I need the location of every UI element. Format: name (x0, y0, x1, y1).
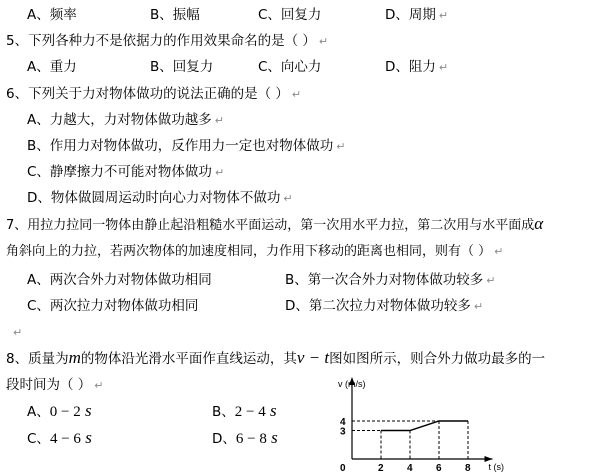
q7-stem-line2: 角斜向上的力拉，若两次物体的加速度相同，力作用下移动的距离也相同，则有（ ） ↵ (6, 244, 504, 259)
q7-option-c: C、两次拉力对物体做功相同 (27, 298, 199, 314)
q8-stem-line1: 8、质量为m的物体沿光滑水平面作直线运动，其v − t图如图所示，则合外力做功最多的一 (6, 348, 546, 367)
q5-option-d: D、阻力 ↵ (385, 59, 449, 75)
q7-option-d: D、第二次拉力对物体做功较多 ↵ (285, 298, 484, 314)
x-tick-label-2: 2 (378, 463, 384, 474)
q7-option-b: B、第一次合外力对物体做功较多 ↵ (285, 272, 496, 288)
q5-option-c: C、向心力 (258, 59, 322, 75)
x-tick-label-8: 8 (465, 463, 471, 474)
vt-symbol: v − t (296, 348, 330, 367)
q6-option-b: B、作用力对物体做功，反作用力一定也对物体做功 ↵ (27, 138, 346, 154)
q4-option-a: A、频率 (27, 7, 77, 23)
q6-option-d: D、物体做圆周运动时向心力对物体不做功 ↵ (27, 190, 293, 206)
x-axis-label: t (s) (488, 462, 504, 472)
empty-paragraph-mark: ↵ (13, 326, 23, 339)
q8-option-c: C、4 − 6 s (27, 428, 92, 447)
x-tick-label-6: 6 (436, 463, 442, 474)
x-tick-label-4: 4 (407, 463, 413, 474)
q6-option-a: A、力越大，力对物体做功越多 ↵ (27, 112, 224, 128)
q5-option-b: B、回复力 (150, 59, 214, 75)
q6-option-c: C、静摩擦力不可能对物体做功 ↵ (27, 164, 225, 180)
q6-stem: 6、下列关于力对物体做功的说法正确的是（ ） ↵ (6, 86, 302, 102)
q8-option-b: B、2 − 4 s (212, 401, 277, 420)
y-axis-label: v (m/s) (338, 379, 366, 389)
x-tick-label-0: 0 (340, 463, 346, 474)
velocity-line (381, 421, 468, 431)
q7-option-a: A、两次合外力对物体做功相同 (27, 272, 212, 288)
mass-symbol: m (68, 348, 81, 367)
q4-option-d: D、周期 ↵ (385, 7, 449, 23)
q4-option-c: C、回复力 (258, 7, 322, 23)
q7-stem-line1: 7、用拉力拉同一物体由静止起沿粗糙水平面运动，第一次用水平力拉，第二次用与水平面成α (6, 214, 544, 233)
alpha-symbol: α (534, 214, 544, 233)
y-tick-label-4: 4 (340, 417, 346, 428)
q8-option-d: D、6 − 8 s (212, 428, 278, 447)
q5-option-a: A、重力 (27, 59, 77, 75)
q5-stem: 5、下列各种力不是依据力的作用效果命名的是（ ） ↵ (6, 33, 329, 49)
q8-option-a: A、0 − 2 s (27, 401, 92, 420)
q4-option-b: B、振幅 (150, 7, 200, 23)
y-tick-label-3: 3 (340, 426, 346, 438)
vt-graph (330, 376, 504, 474)
q8-stem-line2: 段时间为（ ） ↵ (6, 377, 104, 393)
